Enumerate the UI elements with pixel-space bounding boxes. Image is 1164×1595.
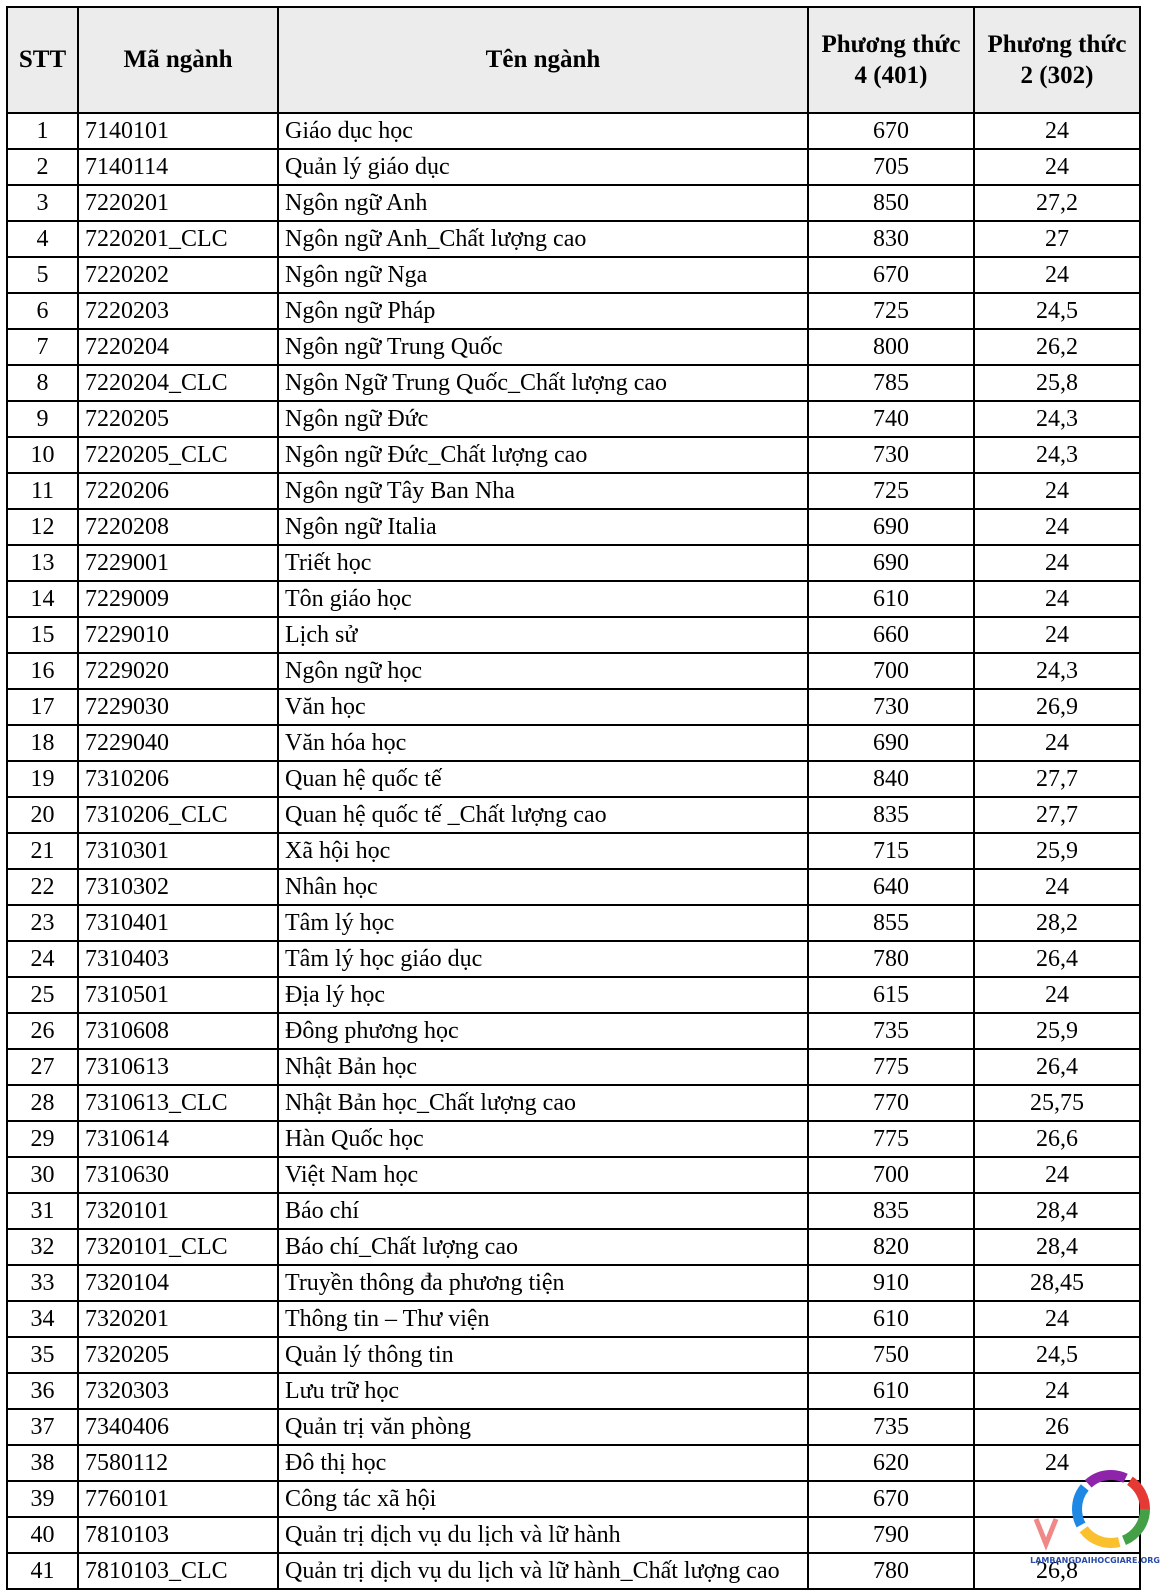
cell-method-2: 24	[974, 1445, 1140, 1481]
cell-stt: 17	[7, 689, 78, 725]
table-row	[7, 1193, 1140, 1229]
cell-name: Ngôn ngữ Italia	[278, 509, 808, 545]
table-row	[7, 1229, 1140, 1265]
cell-name: Ngôn ngữ Anh_Chất lượng cao	[278, 221, 808, 257]
cell-code: 7320104	[78, 1265, 278, 1301]
cell-stt: 39	[7, 1481, 78, 1517]
table-row	[7, 1553, 1140, 1589]
table-row	[7, 149, 1140, 185]
table-row	[7, 545, 1140, 581]
cell-method-4: 750	[808, 1337, 974, 1373]
cell-stt: 13	[7, 545, 78, 581]
cell-name: Triết học	[278, 545, 808, 581]
cell-code: 7320101_CLC	[78, 1229, 278, 1265]
cell-stt: 35	[7, 1337, 78, 1373]
cell-method-4: 775	[808, 1049, 974, 1085]
cell-method-2: 24	[974, 977, 1140, 1013]
cell-code: 7340406	[78, 1409, 278, 1445]
cell-method-4: 700	[808, 1157, 974, 1193]
cell-code: 7310613_CLC	[78, 1085, 278, 1121]
header-method-4-line1: Phương thức	[821, 30, 961, 58]
table-row	[7, 761, 1140, 797]
cell-stt: 22	[7, 869, 78, 905]
cell-method-2: 26	[974, 1409, 1140, 1445]
cell-name: Ngôn ngữ Trung Quốc	[278, 329, 808, 365]
cell-method-4: 840	[808, 761, 974, 797]
cell-method-4: 835	[808, 797, 974, 833]
cell-stt: 12	[7, 509, 78, 545]
cell-method-4: 850	[808, 185, 974, 221]
cell-code: 7310613	[78, 1049, 278, 1085]
cell-name: Nhân học	[278, 869, 808, 905]
cell-code: 7310403	[78, 941, 278, 977]
cell-method-4: 725	[808, 293, 974, 329]
cell-code: 7310630	[78, 1157, 278, 1193]
admission-scores-table	[6, 6, 1141, 1590]
cell-method-2: 24	[974, 1157, 1140, 1193]
table-row	[7, 509, 1140, 545]
table-row	[7, 725, 1140, 761]
table-row	[7, 833, 1140, 869]
cell-code: 7310206_CLC	[78, 797, 278, 833]
cell-code: 7140114	[78, 149, 278, 185]
cell-method-4: 705	[808, 149, 974, 185]
header-method-4	[808, 7, 974, 113]
cell-stt: 40	[7, 1517, 78, 1553]
cell-method-4: 730	[808, 689, 974, 725]
cell-stt: 23	[7, 905, 78, 941]
cell-method-2: 26,4	[974, 1049, 1140, 1085]
cell-method-2: 24	[974, 581, 1140, 617]
cell-method-4: 820	[808, 1229, 974, 1265]
table-row	[7, 1481, 1140, 1517]
cell-stt: 20	[7, 797, 78, 833]
table-row	[7, 1265, 1140, 1301]
cell-code: 7580112	[78, 1445, 278, 1481]
cell-code: 7310206	[78, 761, 278, 797]
cell-name: Tôn giáo học	[278, 581, 808, 617]
cell-stt: 36	[7, 1373, 78, 1409]
cell-method-2: 24,3	[974, 437, 1140, 473]
table-row	[7, 221, 1140, 257]
cell-method-2: 26,8	[974, 1553, 1140, 1589]
cell-code: 7229010	[78, 617, 278, 653]
cell-method-2: 26,6	[974, 1121, 1140, 1157]
cell-method-2: 24	[974, 113, 1140, 149]
cell-method-2: 27,7	[974, 797, 1140, 833]
cell-code: 7220203	[78, 293, 278, 329]
cell-method-4: 640	[808, 869, 974, 905]
cell-stt: 1	[7, 113, 78, 149]
cell-name: Quan hệ quốc tế	[278, 761, 808, 797]
table-body	[7, 113, 1140, 1589]
cell-method-2: 24	[974, 473, 1140, 509]
cell-stt: 11	[7, 473, 78, 509]
cell-name: Việt Nam học	[278, 1157, 808, 1193]
cell-method-2: 25,9	[974, 833, 1140, 869]
watermark-logo-icon	[1016, 1459, 1156, 1569]
cell-method-4: 610	[808, 581, 974, 617]
table-row	[7, 797, 1140, 833]
cell-name: Đô thị học	[278, 1445, 808, 1481]
cell-code: 7220208	[78, 509, 278, 545]
header-method-2	[974, 7, 1140, 113]
cell-code: 7810103_CLC	[78, 1553, 278, 1589]
cell-code: 7220206	[78, 473, 278, 509]
cell-code: 7220201	[78, 185, 278, 221]
watermark-text: LAMBANGDAIHOCGIARE.ORG	[1030, 1556, 1160, 1565]
cell-stt: 31	[7, 1193, 78, 1229]
cell-code: 7220204	[78, 329, 278, 365]
cell-code: 7320205	[78, 1337, 278, 1373]
cell-method-4: 735	[808, 1013, 974, 1049]
cell-name: Báo chí_Chất lượng cao	[278, 1229, 808, 1265]
table-row	[7, 473, 1140, 509]
cell-method-2: 24	[974, 1301, 1140, 1337]
cell-method-2: 27,7	[974, 761, 1140, 797]
table-row	[7, 1157, 1140, 1193]
cell-name: Ngôn Ngữ Trung Quốc_Chất lượng cao	[278, 365, 808, 401]
table-row	[7, 905, 1140, 941]
cell-method-4: 620	[808, 1445, 974, 1481]
cell-name: Quản trị dịch vụ du lịch và lữ hành	[278, 1517, 808, 1553]
cell-stt: 15	[7, 617, 78, 653]
table-row	[7, 977, 1140, 1013]
table-row	[7, 1013, 1140, 1049]
header-method-2-line2: 2 (302)	[1020, 62, 1094, 89]
cell-name: Quản lý giáo dục	[278, 149, 808, 185]
cell-code: 7220201_CLC	[78, 221, 278, 257]
cell-method-2: 26,2	[974, 329, 1140, 365]
cell-stt: 41	[7, 1553, 78, 1589]
cell-method-2: 24	[974, 509, 1140, 545]
cell-method-4: 610	[808, 1301, 974, 1337]
cell-method-2: 24,3	[974, 401, 1140, 437]
cell-name: Đông phương học	[278, 1013, 808, 1049]
cell-stt: 27	[7, 1049, 78, 1085]
cell-method-4: 735	[808, 1409, 974, 1445]
cell-code: 7310608	[78, 1013, 278, 1049]
cell-name: Báo chí	[278, 1193, 808, 1229]
cell-method-2: 28,2	[974, 905, 1140, 941]
table-row	[7, 1337, 1140, 1373]
cell-stt: 19	[7, 761, 78, 797]
table-row	[7, 365, 1140, 401]
cell-name: Ngôn ngữ Đức_Chất lượng cao	[278, 437, 808, 473]
table-row	[7, 1121, 1140, 1157]
cell-stt: 32	[7, 1229, 78, 1265]
cell-code: 7229020	[78, 653, 278, 689]
cell-method-2: 24	[974, 869, 1140, 905]
cell-code: 7140101	[78, 113, 278, 149]
cell-stt: 28	[7, 1085, 78, 1121]
cell-code: 7310301	[78, 833, 278, 869]
cell-name: Truyền thông đa phương tiện	[278, 1265, 808, 1301]
cell-name: Tâm lý học giáo dục	[278, 941, 808, 977]
cell-name: Ngôn ngữ Nga	[278, 257, 808, 293]
table-row	[7, 1085, 1140, 1121]
cell-code: 7310501	[78, 977, 278, 1013]
table-row	[7, 869, 1140, 905]
cell-method-4: 660	[808, 617, 974, 653]
cell-name: Văn hóa học	[278, 725, 808, 761]
cell-method-4: 690	[808, 509, 974, 545]
cell-method-4: 790	[808, 1517, 974, 1553]
cell-method-2: 24	[974, 617, 1140, 653]
cell-code: 7229040	[78, 725, 278, 761]
cell-code: 7229030	[78, 689, 278, 725]
table-row	[7, 113, 1140, 149]
cell-name: Quản trị dịch vụ du lịch và lữ hành_Chất lượng cao	[278, 1553, 808, 1589]
header-row	[7, 7, 1140, 113]
cell-code: 7320201	[78, 1301, 278, 1337]
cell-name: Quản lý thông tin	[278, 1337, 808, 1373]
cell-stt: 14	[7, 581, 78, 617]
cell-method-2: 25,9	[974, 1013, 1140, 1049]
table-row	[7, 257, 1140, 293]
header-code: Mã ngành	[78, 7, 278, 113]
cell-name: Nhật Bản học_Chất lượng cao	[278, 1085, 808, 1121]
table-row	[7, 1517, 1140, 1553]
cell-method-4: 670	[808, 1481, 974, 1517]
cell-method-2: 24	[974, 545, 1140, 581]
cell-method-4: 835	[808, 1193, 974, 1229]
cell-method-4: 780	[808, 1553, 974, 1589]
cell-code: 7220205	[78, 401, 278, 437]
table-row	[7, 653, 1140, 689]
cell-name: Văn học	[278, 689, 808, 725]
cell-name: Nhật Bản học	[278, 1049, 808, 1085]
cell-stt: 8	[7, 365, 78, 401]
cell-name: Công tác xã hội	[278, 1481, 808, 1517]
cell-method-2: 24	[974, 1373, 1140, 1409]
cell-stt: 26	[7, 1013, 78, 1049]
cell-method-4: 725	[808, 473, 974, 509]
table-row	[7, 581, 1140, 617]
cell-stt: 4	[7, 221, 78, 257]
header-name: Tên ngành	[278, 7, 808, 113]
cell-method-2: 25,8	[974, 365, 1140, 401]
cell-code: 7320303	[78, 1373, 278, 1409]
cell-stt: 5	[7, 257, 78, 293]
cell-method-4: 770	[808, 1085, 974, 1121]
cell-name: Giáo dục học	[278, 113, 808, 149]
cell-stt: 37	[7, 1409, 78, 1445]
cell-stt: 25	[7, 977, 78, 1013]
cell-name: Ngôn ngữ Tây Ban Nha	[278, 473, 808, 509]
cell-stt: 3	[7, 185, 78, 221]
table-row	[7, 293, 1140, 329]
cell-method-4: 690	[808, 545, 974, 581]
cell-method-4: 690	[808, 725, 974, 761]
cell-stt: 2	[7, 149, 78, 185]
table-row	[7, 1409, 1140, 1445]
cell-method-2: 28,4	[974, 1229, 1140, 1265]
cell-method-4: 670	[808, 113, 974, 149]
cell-name: Thông tin – Thư viện	[278, 1301, 808, 1337]
cell-method-2: 25,75	[974, 1085, 1140, 1121]
cell-method-2: 24,3	[974, 653, 1140, 689]
cell-stt: 10	[7, 437, 78, 473]
cell-name: Địa lý học	[278, 977, 808, 1013]
cell-stt: 21	[7, 833, 78, 869]
cell-method-4: 740	[808, 401, 974, 437]
table-row	[7, 401, 1140, 437]
cell-code: 7229001	[78, 545, 278, 581]
table-row	[7, 185, 1140, 221]
table-row	[7, 329, 1140, 365]
cell-code: 7310614	[78, 1121, 278, 1157]
cell-name: Ngôn ngữ học	[278, 653, 808, 689]
cell-stt: 7	[7, 329, 78, 365]
cell-method-2: 27,2	[974, 185, 1140, 221]
cell-method-4: 800	[808, 329, 974, 365]
cell-name: Xã hội học	[278, 833, 808, 869]
table-row	[7, 941, 1140, 977]
cell-method-2: 26,9	[974, 689, 1140, 725]
cell-method-4: 700	[808, 653, 974, 689]
cell-method-2: 27	[974, 221, 1140, 257]
cell-method-4: 730	[808, 437, 974, 473]
cell-stt: 9	[7, 401, 78, 437]
cell-code: 7760101	[78, 1481, 278, 1517]
cell-method-2: 28,4	[974, 1193, 1140, 1229]
table-row	[7, 1301, 1140, 1337]
cell-code: 7220204_CLC	[78, 365, 278, 401]
cell-name: Lưu trữ học	[278, 1373, 808, 1409]
cell-method-2: 24,5	[974, 293, 1140, 329]
header-method-4-line2: 4 (401)	[854, 62, 928, 89]
cell-stt: 24	[7, 941, 78, 977]
cell-method-4: 615	[808, 977, 974, 1013]
table-row	[7, 617, 1140, 653]
cell-stt: 6	[7, 293, 78, 329]
cell-method-4: 780	[808, 941, 974, 977]
cell-name: Lịch sử	[278, 617, 808, 653]
cell-method-4: 775	[808, 1121, 974, 1157]
table-row	[7, 689, 1140, 725]
cell-method-4: 855	[808, 905, 974, 941]
cell-method-2: 24,5	[974, 1337, 1140, 1373]
cell-name: Quan hệ quốc tế _Chất lượng cao	[278, 797, 808, 833]
cell-stt: 34	[7, 1301, 78, 1337]
cell-method-2: 26,4	[974, 941, 1140, 977]
cell-code: 7220202	[78, 257, 278, 293]
cell-method-4: 785	[808, 365, 974, 401]
cell-method-4: 670	[808, 257, 974, 293]
cell-stt: 16	[7, 653, 78, 689]
cell-name: Quản trị văn phòng	[278, 1409, 808, 1445]
header-method-2-line1: Phương thức	[987, 30, 1127, 58]
cell-method-2: 24	[974, 725, 1140, 761]
table-row	[7, 1049, 1140, 1085]
cell-method-2: 24	[974, 257, 1140, 293]
cell-method-2: 24	[974, 149, 1140, 185]
cell-name: Tâm lý học	[278, 905, 808, 941]
cell-name: Ngôn ngữ Anh	[278, 185, 808, 221]
cell-name: Ngôn ngữ Đức	[278, 401, 808, 437]
cell-stt: 33	[7, 1265, 78, 1301]
cell-method-4: 610	[808, 1373, 974, 1409]
table-row	[7, 1445, 1140, 1481]
cell-code: 7310302	[78, 869, 278, 905]
cell-code: 7310401	[78, 905, 278, 941]
cell-stt: 38	[7, 1445, 78, 1481]
cell-code: 7220205_CLC	[78, 437, 278, 473]
cell-code: 7320101	[78, 1193, 278, 1229]
cell-stt: 30	[7, 1157, 78, 1193]
table-row	[7, 437, 1140, 473]
table-row	[7, 1373, 1140, 1409]
cell-code: 7229009	[78, 581, 278, 617]
cell-method-4: 830	[808, 221, 974, 257]
header-stt: STT	[7, 7, 78, 113]
cell-method-2: 28,45	[974, 1265, 1140, 1301]
cell-stt: 29	[7, 1121, 78, 1157]
cell-name: Ngôn ngữ Pháp	[278, 293, 808, 329]
cell-name: Hàn Quốc học	[278, 1121, 808, 1157]
cell-stt: 18	[7, 725, 78, 761]
cell-method-4: 910	[808, 1265, 974, 1301]
cell-code: 7810103	[78, 1517, 278, 1553]
cell-method-4: 715	[808, 833, 974, 869]
